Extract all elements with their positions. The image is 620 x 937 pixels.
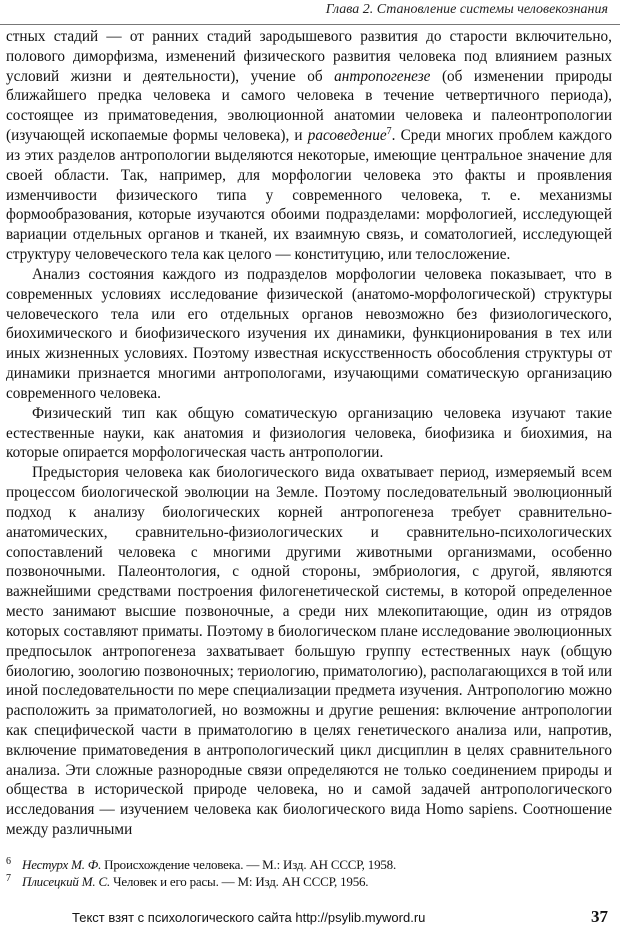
paragraph bbox=[6, 27, 612, 265]
text-run: (об изменении природы ближайшего предка человека и самого человека в течение четвертичного периода), состоящее из приматоведения, эволюционной анатомии человека и палеонтропологии (изучающей ископаемые формы человека), и bbox=[6, 67, 612, 145]
running-header: Глава 2. Становление системы человекознания bbox=[325, 2, 608, 17]
emphasized-term: расоведение bbox=[307, 127, 387, 145]
page-number: 37 bbox=[591, 907, 608, 926]
text-run: стных стадий — от ранних стадий зародышевого развития до старости включительно, полового диморфизма, изменений физического развития человека под влиянием разных условий жизни и деятельности), учение об bbox=[6, 28, 612, 85]
source-note[interactable]: Текст взят с психологического сайта http://psylib.myword.ru bbox=[72, 910, 426, 925]
text-run: Анализ состояния каждого из подразделов морфологии человека показывает, что в современных условиях исследование физической (анатомо-морфологической) структуры человеческого тела или его отдельных органов невозможно без физиологического, биохимического и биофизического изучения их динамики, функционирования в тех или иных жизненных условиях. Поэтому известная искусственность обособления структуры от динамики признается многими антропологами, изучающими соматическую организацию современного человека. bbox=[6, 265, 612, 402]
text-run: Физический тип как общую соматическую организацию человека изучают такие естественные науки, как анатомия и физиология человека, биофизика и биохимия, на которые опирается морфологическая часть антропологии. bbox=[6, 404, 612, 462]
footnotes bbox=[6, 856, 606, 890]
footnote-text: Происхождение человека. — М.: Изд. АН СССР, 1958. bbox=[101, 857, 397, 872]
header-divider bbox=[0, 24, 620, 25]
footnote-ref: 7 bbox=[386, 126, 392, 138]
paragraph bbox=[6, 463, 612, 840]
footnote-text: Человек и его расы. — М: Изд. АН СССР, 1956. bbox=[110, 874, 369, 889]
emphasized-term: антропогенезе bbox=[334, 67, 431, 85]
footnote-author: Плисецкий М. С. bbox=[22, 874, 111, 889]
text-run: Предыстория человека как биологического вида охватывает период, измеряемый всем процессом биологической эволюции на Земле. Поэтому последовательный эволюционный подход к анализу биологических корней антропогенеза требует сравнительно-анатомических, сравнительно-физиологических и сравнительно-психологических сопоставлений человека с многими другими животными организмами, особенно позвоночными. Палеонтология, с одной стороны, эмбриология, с другой, являются важнейшими средствами построения филогенетической системы, в которой определенное место занимают высшие позвоночные, а среди них млекопитающие, один из отрядов которых составляют приматы. Поэтому в биологическом плане исследование эволюционных предпосылок антропогенеза захватывает большую группу естественных наук (общую биологию, зоологию позвоночных; териологию, приматологию), располагающихся в той или иной последовательности по мере специализации предмета изучения. Антропологию можно расположить за приматологией, но возможны и другие решения: включение антропологии как специфической части в приматологию в целях генетического анализа или, напротив, включение приматоведения в антропологический цикл дисциплин в целях сравнительного анализа. Эти сложные разнородные связи определяются не только соединением природы и общества в исторической природе человека, но и самой задачей антропологического исследования — изучением человека как биологического вида Homo sapiens. Соотношение между различными bbox=[6, 464, 612, 839]
footnote: 7 Плисецкий М. С. Человек и его расы. — М: Изд. АН СССР, 1956. bbox=[6, 872, 369, 889]
text-run: . Среди многих проблем каждого из этих разделов антропологии выделяются некоторые, имеющие центральное значение для своей области. Так, например, для морфологии человека это факты и проявления изменчивости физического типа у современного человека, т. е. механизмы формообразования, которые изучаются обоими подразделами: морфологией, исследующей вариации отдельных органов и тканей, их взаимную связь, и соматологией, исследующей структуру человеческого тела как целого — конституцию, или телосложение. bbox=[6, 127, 612, 264]
footnote: 6 Нестурх М. Ф. Происхождение человека. — М.: Изд. АН СССР, 1958. bbox=[6, 855, 397, 872]
paragraph bbox=[6, 265, 612, 404]
footnote-author: Нестурх М. Ф. bbox=[22, 857, 102, 872]
paragraph bbox=[6, 404, 612, 463]
body-text bbox=[6, 27, 612, 840]
